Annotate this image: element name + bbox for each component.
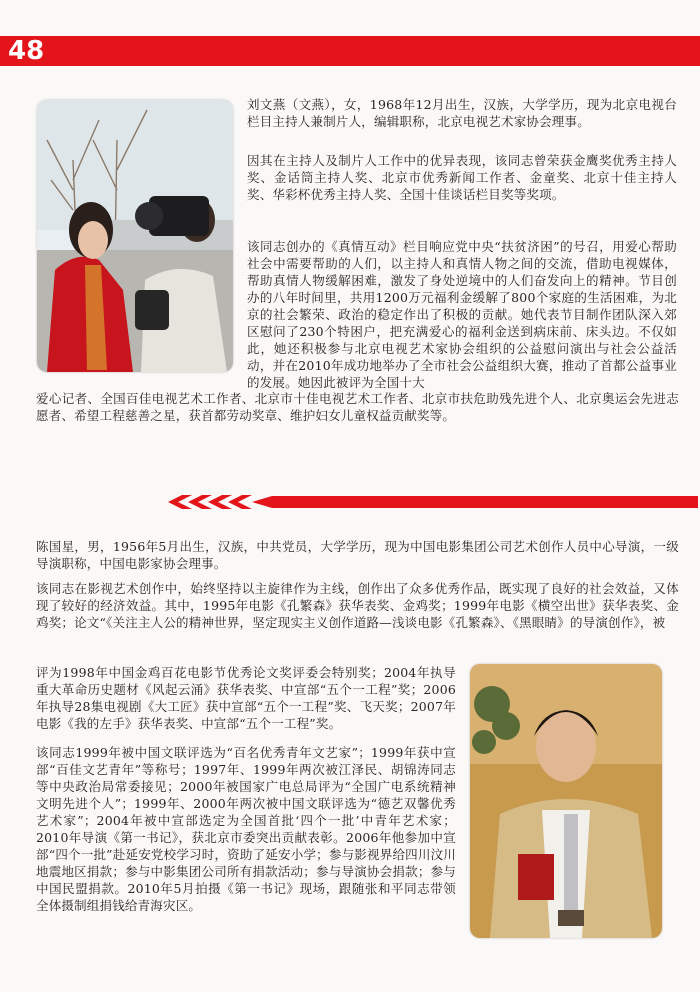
bio-2-honors: 该同志1999年被中国文联评选为“百名优秀青年文艺家”；1999年获中宣部“百佳文艺青年”等称号；1997年、1999年两次被江泽民、胡锦涛同志等中央政治局常委接见；2000年被国家广电总局评为“全国广电系统精神文明先进个人”；1999年、2000年两次被中国文联评选为“德艺双馨优秀艺术家”；2004年被中宣部选定为全国首批‘四个一批’中青年艺术家；2010年导演《第一书记》，获北京市委突出贡献表彰。2006年他参加中宣部“四个一批”赴延安党校学习时，资助了延安小学；参与影视界给四川汶川地震地区捐款；参与中影集团公司所有捐款活动；参与导演协会捐款；参与中国民盟捐款。2010年5月拍摄《第一书记》现场，跟随张和平同志带领全体摄制组捐钱给青海灾区。 (36, 745, 456, 913)
section-divider (168, 494, 698, 510)
bio-1-awards: 因其在主持人及制片人工作中的优异表现，该同志曾荣获金鹰奖优秀主持人奖、金话筒主持人奖、北京市优秀新闻工作者、金童奖、北京十佳主持人奖、华彩杯优秀主持人奖、全国十佳谈话栏目奖等奖项。 (247, 153, 677, 202)
photo-portrait-1 (37, 100, 233, 372)
header-bar (0, 36, 700, 66)
bio-2-works: 该同志在影视艺术创作中，始终坚持以主旋律作为主线，创作出了众多优秀作品，既实现了良好的社会效益，又体现了较好的经济效益。其中，1995年电影《孔繁森》获华表奖、金鸡奖；1999年电影《横空出世》获华表奖、金鸡奖；论文“《关注主人公的精神世界，坚定现实主义创作道路—浅谈电影《孔繁森》、《黑眼睛》的导演创作》，被 (36, 581, 679, 630)
bio-1-honors: 爱心记者、全国百佳电视艺术工作者、北京市十佳电视艺术工作者、北京市扶危助残先进个人、北京奥运会先进志愿者、希望工程慈善之星，获首都劳动奖章、维护妇女儿童权益贡献奖等。 (36, 391, 679, 423)
bio-2-intro: 陈国星，男，1956年5月出生，汉族，中共党员，大学学历，现为中国电影集团公司艺术创作人员中心导演，一级导演职称，中国电影家协会理事。 (36, 539, 679, 571)
photo-portrait-2 (470, 664, 662, 938)
page-number: 48 (8, 36, 45, 66)
bio-2-awards: 评为1998年中国金鸡百花电影节优秀论文奖评委会特别奖；2004年执导重大革命历史题材《风起云涌》获华表奖、中宣部“五个一工程”奖；2006年执导28集电视剧《大工匠》获中宣部“五个一工程”奖、飞天奖；2007年电影《我的左手》获华表奖、中宣部“五个一工程”奖。 (36, 665, 456, 731)
bio-1-intro: 刘文燕（文燕），女，1968年12月出生，汉族，大学学历，现为北京电视台栏目主持人兼制片人，编辑职称，北京电视艺术家协会理事。 (247, 97, 677, 129)
bio-1-program: 该同志创办的《真情互动》栏目响应党中央“扶贫济困”的号召，用爱心帮助社会中需要帮助的人们，以主持人和真情人物之间的交流，借助电视媒体，帮助真情人物缓解困难，激发了身处逆境中的人们奋发向上的精神。节目创办的八年时间里，共用1200万元福利金缓解了800个家庭的生活困难，为北京的社会繁荣、政治的稳定作出了积极的贡献。她代表节目制作团队深入郊区慰问了230个特困户，把充满爱心的福利金送到病床前、床头边。不仅如此，她还积极参与北京电视艺术家协会组织的公益慰问演出与社会公益活动，并在2010年成功地举办了全市社会公益组织大赛，推动了首都公益事业的发展。她因此被评为全国十大 (247, 239, 677, 390)
